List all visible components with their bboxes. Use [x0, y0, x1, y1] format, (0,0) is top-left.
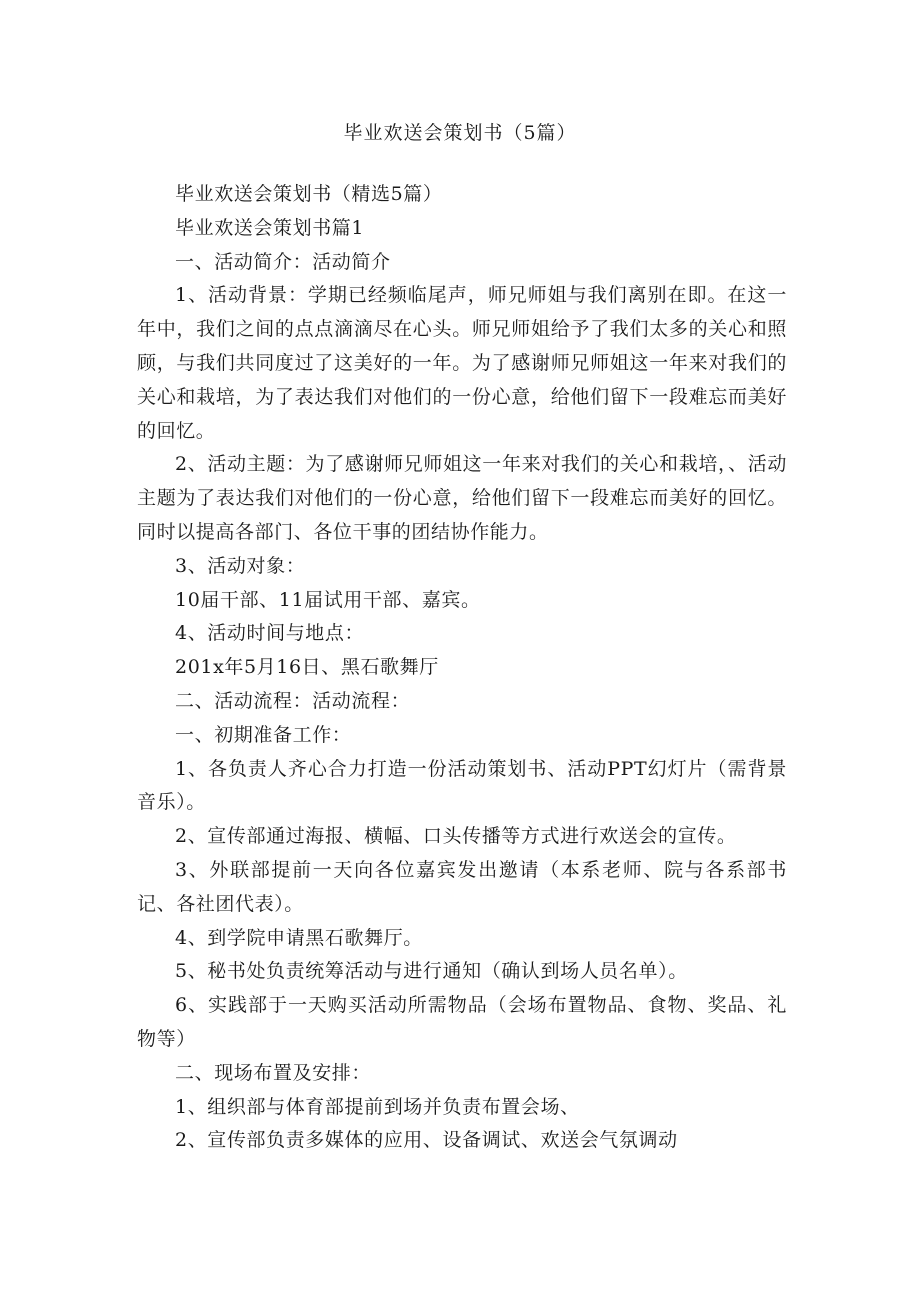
- document-body: [137, 178, 787, 1158]
- list-item: 1、组织部与体育部提前到场并负责布置会场、: [175, 1095, 580, 1118]
- subsection-heading-preparation: 一、初期准备工作：: [175, 723, 352, 746]
- section-heading-process: 二、活动流程：活动流程：: [175, 689, 411, 712]
- paragraph-theme: 2、活动主题：为了感谢师兄师姐这一年来对我们的关心和栽培，、活动主题为了表达我们对他们的一份心意，给他们留下一段难忘而美好的回忆。同时以提高各部门、各位干事的团结协作能力。: [137, 453, 787, 543]
- list-item: 1、各负责人齐心合力打造一份活动策划书、活动PPT幻灯片（需背景音乐）。: [137, 757, 787, 814]
- paragraph-part-heading: 毕业欢送会策划书篇1: [175, 216, 365, 239]
- list-item: 3、外联部提前一天向各位嘉宾发出邀请（本系老师、院与各系部书记、各社团代表）。: [137, 858, 787, 915]
- list-item: 2、宣传部负责多媒体的应用、设备调试、欢送会气氛调动: [175, 1129, 678, 1152]
- list-item: 5、秘书处负责统筹活动与进行通知（确认到场人员名单）。: [175, 960, 688, 983]
- section-heading-intro: 一、活动简介：活动简介: [175, 250, 391, 273]
- list-item: 2、宣传部通过海报、横幅、口头传播等方式进行欢送会的宣传。: [175, 825, 737, 848]
- list-item: 6、实践部于一天购买活动所需物品（会场布置物品、食物、奖品、礼物等）: [137, 994, 787, 1050]
- subsection-heading-venue: 二、现场布置及安排：: [175, 1061, 372, 1084]
- document-title: 毕业欢送会策划书（5篇）: [343, 122, 577, 144]
- list-item: 4、到学院申请黑石歌舞厅。: [175, 926, 423, 949]
- paragraph-background: 1、活动背景：学期已经频临尾声，师兄师姐与我们离别在即。在这一年中，我们之间的点点滴滴尽在心头。师兄师姐给予了我们太多的关心和照顾，与我们共同度过了这美好的一年。为了感谢师兄师姐这一年来对我们的关心和栽培，为了表达我们对他们的一份心意，给他们留下一段难忘而美好的回忆。: [137, 284, 787, 442]
- paragraph-audience-label: 3、活动对象：: [175, 554, 306, 577]
- paragraph-time-place-label: 4、活动时间与地点：: [175, 622, 365, 645]
- paragraph-subtitle: 毕业欢送会策划书（精选5篇）: [175, 183, 443, 205]
- paragraph-time-place: 201x年5月16日、黑石歌舞厅: [175, 656, 439, 679]
- paragraph-audience: 10届干部、11届试用干部、嘉宾。: [175, 588, 481, 611]
